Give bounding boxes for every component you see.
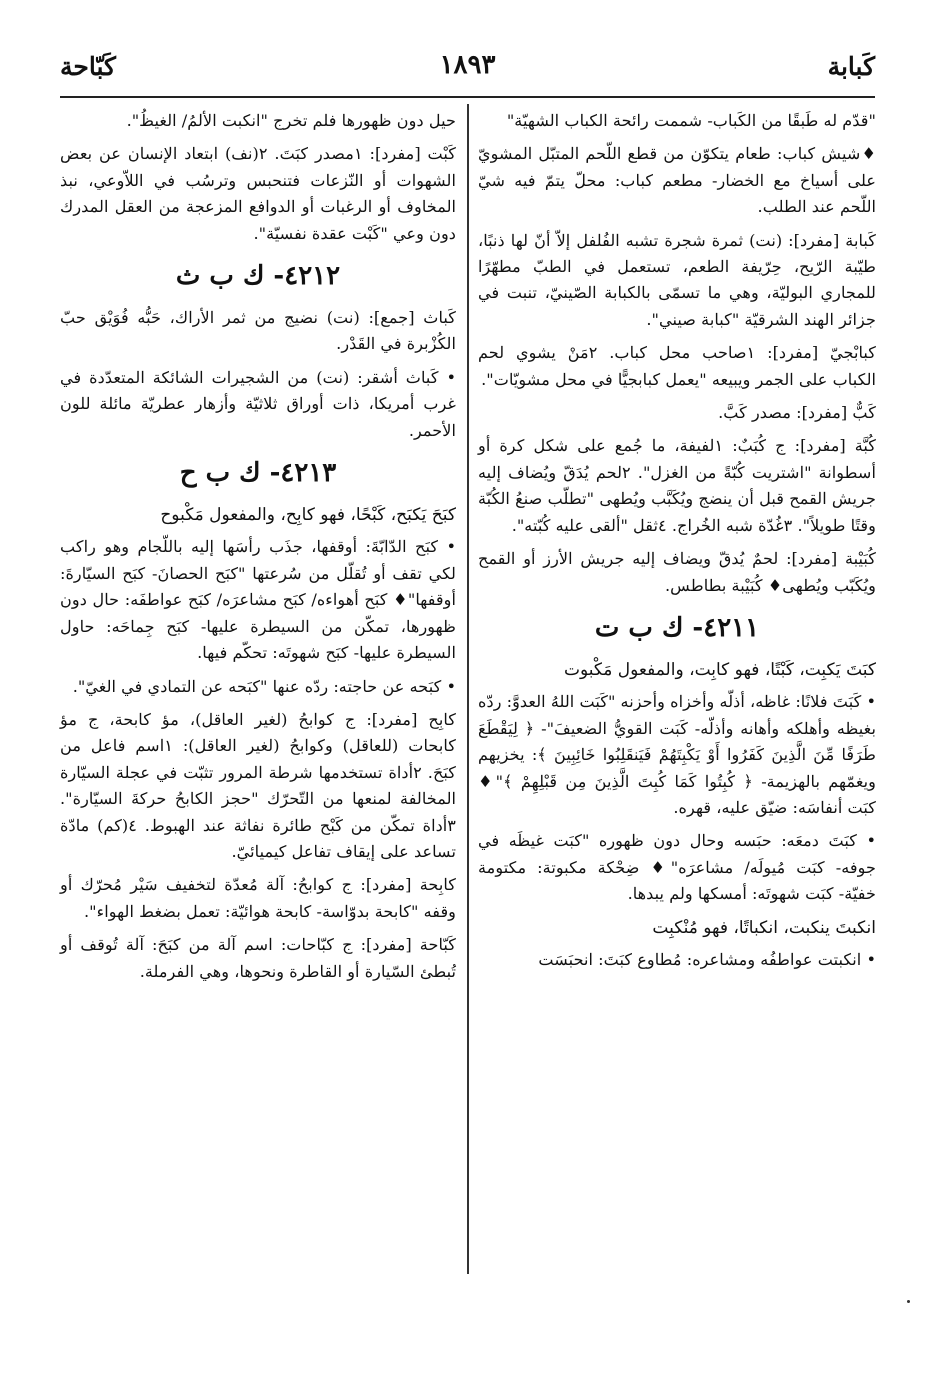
entry-kababji: كبابْجيّ [مفرد]: ١صاحب محل كباب. ٢مَنْ يشوي لحم الكباب على الجمر ويبيعه "يعمل كبابجيًّا في محل مشويّات". (478, 343, 876, 389)
left-column (60, 108, 456, 992)
entry-kabath-ashqar: • كَباث أشقر: (نت) من الشجيرات الشائكة المتعدّدة في غرب أمريكا، ذات أوراق ثلاثيّة وأزهار عطريّة مائلة للون الأحمر. (60, 367, 456, 440)
margin-mark (907, 1300, 910, 1303)
right-column (478, 108, 876, 980)
entry-inkabatat: • انكبتت عواطفُه ومشاعره: مُطاوع كبَتَ: انحبَسَت (538, 949, 876, 969)
header-last-word: كَبّاحة (60, 52, 116, 81)
entry-kubba: كُبَّة [مفرد]: ج كُبَبٌ: ١لفيفة، ما جُمع على شكل كرة أو أسطوانة "اشتريت كُبّةً من الغزل". ٢لحم يُدَقّ ويُضاف إليه جريش القمح قبل أن ينضج ويُكَبَّب ويُطهى "تطلّب صنعُ الكُبّة وقتًا طويلاً". ٣غُدّة شبه الخُراج. ٤ثقل "ألقى عليه كُبّته". (478, 436, 876, 535)
page-number: ١٨٩٣ (439, 50, 496, 80)
entry-kabaha-hajah: • كبَحه عن حاجته: ردّه عنها "كبَحه عن التمادي في الغيّ". (72, 676, 456, 696)
section-heading-4212: ٤٢١٢- ك ب ث (175, 261, 341, 292)
column-divider (467, 104, 469, 1274)
entry-kabb: كَبٌّ [مفرد]: مصدر كَبَّ. (718, 403, 876, 423)
entry-kabata-dam: • كبَتَ دمعَه: حبَسه وحال دون ظهوره "كبَت غيظَه في جوفه- كبَت مُيولَه/ مشاعرَه"♦ ضِحْكة مكبوتة: مكتومة خفيّة- كبَت شهوتَه: أمسكها ولم يبدها. (478, 831, 876, 904)
entry-continuation: حيل دون ظهورها فلم تخرج "انكبت الألمُ/ الغيظُ". (126, 111, 456, 130)
entry-kabiha: كابِحة [مفرد]: ج كوابحُ: آلة مُعدّة لتخفيف سَيْر مُحرّك أو وقفه "كابحة بدوّاسة- كابحة هوائيّة: تعمل بضغط الهواء". (60, 875, 456, 921)
entry-kabath: كَباث [جمع]: (نت) نضيج من ثمر الأراك، حَبُّه فُوَيْق حبّ الكُزْبرة في القَدْر. (60, 308, 456, 354)
entry-kabt: كَبْت [مفرد]: ١مصدر كبَتَ. ٢(نف) ابتعاد الإنسان عن بعض الشهوات أو النّزعات فتنحبس وترسُب في اللاّوعي، نبذ المخاوف أو الرغبات أو الدوافع المزعجة من العقل المدرك دون وعي "كَبْت عقدة نفسيّة". (60, 144, 456, 243)
entry-text: ♦شيش كباب: طعام يتكوّن من قطع اللّحم المتبّل المشويّ على أسياخ مع الخضار- مطعم كباب: محلّ يتمّ فيه شيّ اللّحم عند الطلب. (478, 144, 876, 217)
entry-kabaha-daba: • كبَح الدّابّةَ: أوقفها، جذَب رأسَها إليه باللّجام وهو راكب لكي تقف أو تُقلّل من سُرعتها "كبَح الحصانَ- كبَح السيّارةَ: أوقفها"♦ كبَح أهواءه/ كبَح مشاعرَه/ كبَح عواطفَه: حال دون ظهورها، تمكّن من السيطرة عليها- كبَح جِماحَه: حاول السيطرة عليها- كبَح شهوتَه: تحكّم فيها. (60, 537, 456, 663)
page-header (60, 46, 875, 94)
header-rule (60, 96, 875, 98)
section-heading-4213: ٤٢١٣- ك ب ح (179, 458, 337, 489)
entry-kubayba: كُبَيْبة [مفرد]: لحمٌ يُدقّ ويضاف إليه جريش الأرز أو القمح ويُكَبّب ويُطهى♦ كُبَيْبة بطاطس. (478, 549, 876, 595)
header-first-word: كَبابة (827, 52, 875, 81)
entry-kababa: كَبابة [مفرد]: (نت) ثمرة شجرة تشبه الفُلفل إلاّ أنّ لها ذنبًا، طيّبة الرّيح، حِرّيفة الطعم، تستعمل في الطبّ مطهّرًا للمجاري البوليّة، وهي ما تسمّى بالكبابة الصّينيّ، تنبت في جزائر الهند الشرقيّة "كبابة صيني". (478, 230, 876, 329)
entry-kabata-fulanan: • كَبَتَ فلانًا: غاظه، أذلّه وأخزاه وأحزنه "كَبَت اللهُ العدوَّ: ردّه بغيظه وأهلكه وأهانه وأذلّه- كَبَت القويُّ الضعيفَ"- ﴿ لِيَقْطَعَ طَرَفًا مِّنَ الَّذِينَ كَفَرُوا أَوْ يَكْبِتَهُمْ فَيَنقَلِبُوا خَائِبِينَ ﴾: يخزيهم ويغمّهم بالهزيمة- ﴿ كُبِتُوا كَمَا كُبِتَ الَّذِينَ مِن قَبْلِهِمْ ﴾"♦ كبَت أنفاسَه: ضيّق عليه، قهره. (478, 692, 876, 817)
entry-kabbaha: كَبّاحة [مفرد]: ج كبّاحات: اسم آلة من كبَحَ: آلة تُوقف أو تُبطئ السّيارة أو القاطرة ونحوها، وهي الفرملة. (60, 935, 456, 981)
section-heading-4211: ٤٢١١- ك ب ت (594, 612, 760, 643)
entry-text: "قدّم له طَبقًا من الكَباب- شممت رائحة الكباب الشهيّة" (506, 111, 876, 130)
entry-kabih: كابِح [مفرد]: ج كوابحُ (لغير العاقل)، مؤ كابحة، ج مؤ كابحات (للعاقل) وكوابحُ (لغير العاقل): ١اسم فاعل من كبَحَ. ٢أداة تستخدمها شرطة المرور تثبّت في عجلة السيّارة المخالفة لمنعها من التّحرّك "حجز الكابحُ حركةَ السيّارة". ٣أداة تمكّن من كَبْح طائرة نفاثة عند الهبوط. ٤(كم) مادّة تساعد على إيقاف تفاعل كيميائيّ. (60, 709, 456, 861)
derived-verb-line: انكبتَ ينكبت، انكباتًا، فهو مُنْكبِت (652, 917, 876, 938)
root-verb-line: كبَحَ يَكبَح، كَبْحًا، فهو كابِح، والمفعول مَكْبوح (160, 505, 456, 526)
root-verb-line: كبَتَ يَكبِت، كَبْتًا، فهو كابِت، والمفعول مَكْبوت (563, 659, 876, 680)
